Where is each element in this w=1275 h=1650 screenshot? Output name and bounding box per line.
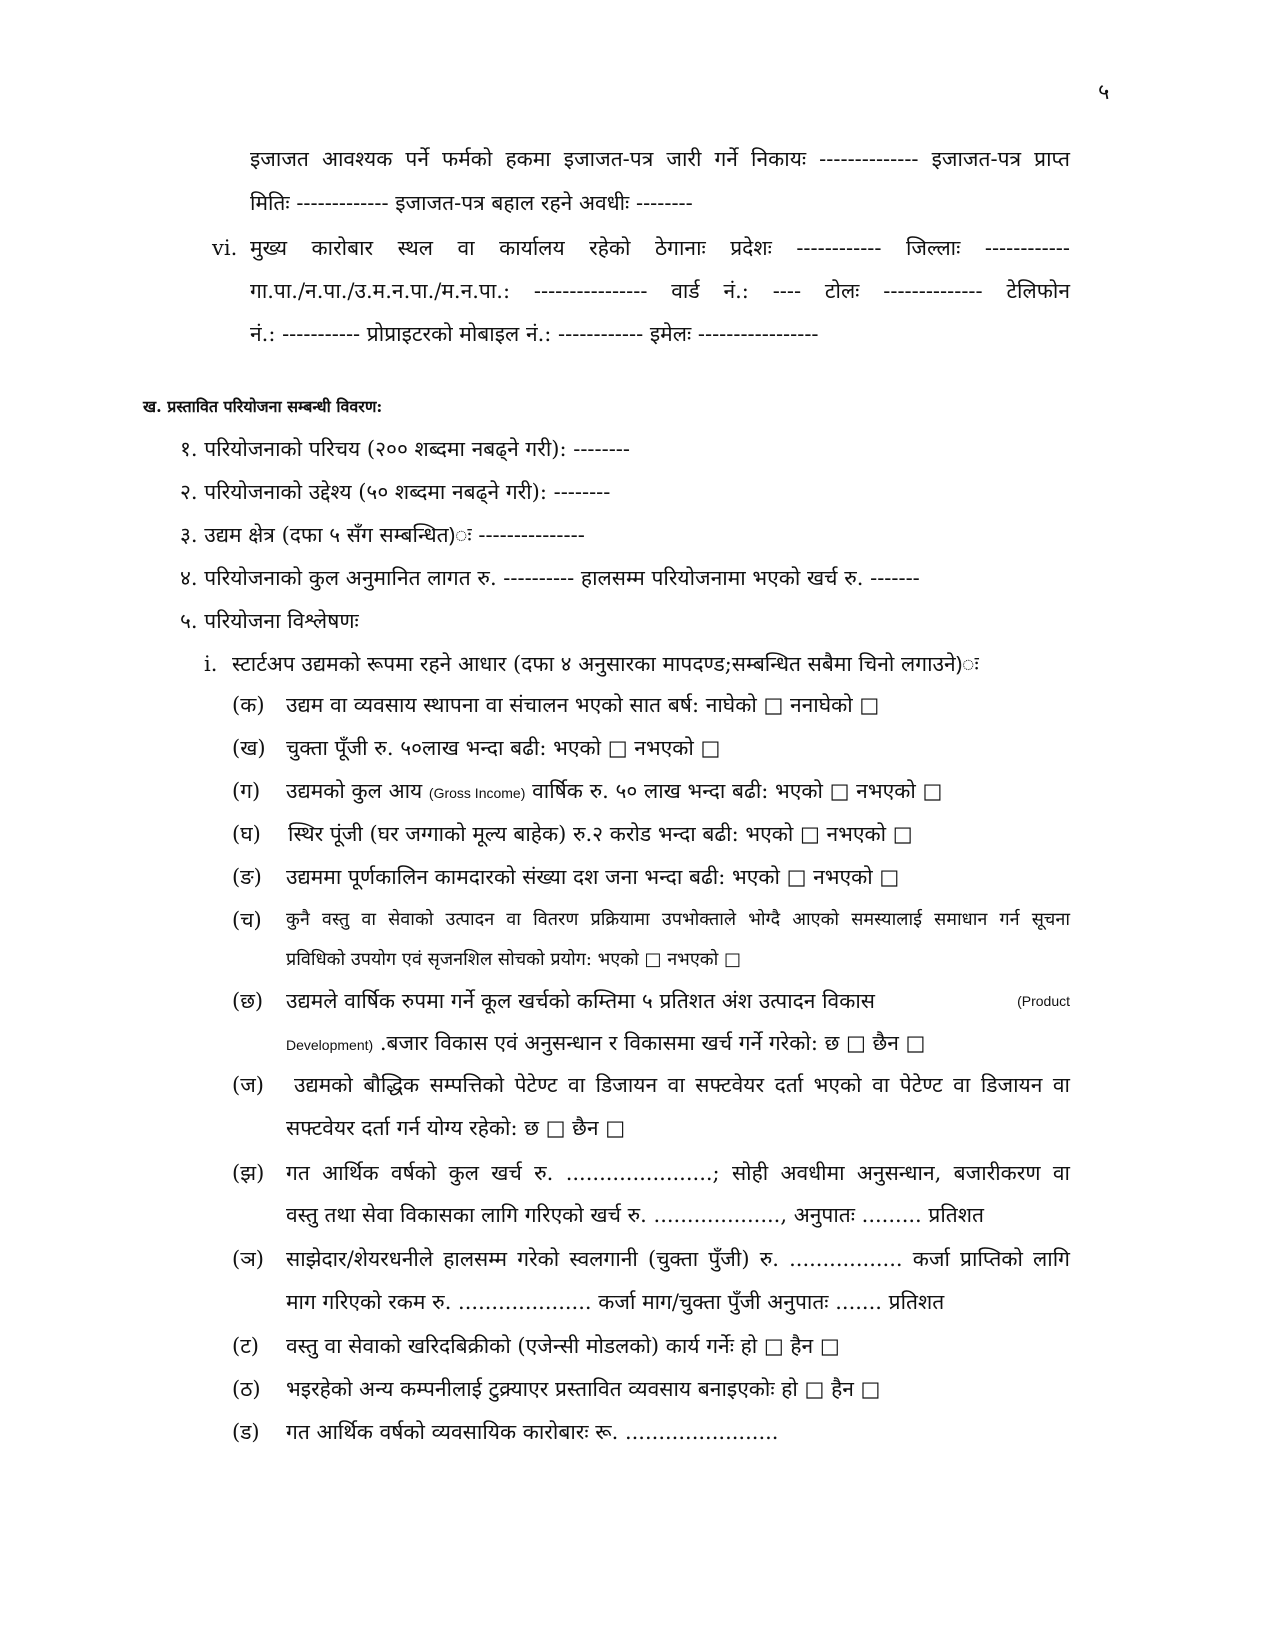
criterion-kha-marker: (ख): [232, 736, 266, 760]
address-line-3: नं.: ----------- प्रोप्राइटरको मोबाइल नं.: ------------ इमेलः -----------------: [250, 322, 819, 346]
page-number: ५: [1098, 80, 1110, 105]
criterion-chha-line-1: [286, 986, 1070, 1016]
criterion-ka-marker: (क): [232, 693, 265, 717]
criterion-ka-text: उद्यम वा व्यवसाय स्थापना वा संचालन भएको सात बर्ष: नाघेको □ ननाघेको □: [286, 693, 880, 717]
criterion-chha-english-1: (Product: [1017, 993, 1070, 1009]
criterion-ga-english: (Gross Income): [428, 785, 526, 801]
criterion-ja-line-1: उद्यमको बौद्धिक सम्पत्तिको पेटेण्ट वा डिजायन वा सफ्टवेयर दर्ता भएको वा पेटेण्ट वा डिजायन वा: [294, 1073, 1070, 1097]
criterion-ga-text-b: वार्षिक रु. ५० लाख भन्दा बढी: भएको □ नभएको □: [532, 779, 943, 803]
criterion-cha-line-1: कुनै वस्तु वा सेवाको उत्पादन वा वितरण प्रक्रियामा उपभोक्ताले भोग्दै आएको समस्यालाई समाधान गर्न सूचना: [286, 909, 1070, 930]
criterion-chha-line-2: [286, 1028, 925, 1060]
criterion-cha-marker: (च): [232, 908, 262, 932]
criterion-gha-text: स्थिर पूंजी (घर जग्गाको मूल्य बाहेक) रु.२ करोड भन्दा बढी: भएको □ नभएको □: [288, 822, 913, 846]
criterion-ga-marker: (ग): [232, 779, 261, 803]
criterion-nga-marker: (ङ): [232, 865, 262, 889]
criterion-tha-text: भइरहेको अन्य कम्पनीलाई टुक्र्याएर प्रस्तावित व्यवसाय बनाइएकोः हो □ हैन □: [286, 1377, 881, 1401]
criterion-jha-marker: (झ): [232, 1161, 265, 1185]
criterion-jha-line-1: गत आर्थिक वर्षको कुल खर्च रु. ......................; सोही अवधीमा अनुसन्धान, बजारीकरण वा: [286, 1161, 1070, 1185]
criterion-nga-text: उद्यममा पूर्णकालिन कामदारको संख्या दश जना भन्दा बढी: भएको □ नभएको □: [286, 865, 900, 889]
criterion-ta-marker: (ट): [232, 1334, 259, 1358]
criterion-gha-marker: (घ): [232, 822, 261, 846]
item-4: ४. परियोजनाको कुल अनुमानित लागत रु. ---------- हालसम्म परियोजनामा भएको खर्च रु. -------: [180, 566, 920, 590]
criterion-ja-line-2: सफ्टवेयर दर्ता गर्न योग्य रहेको: छ □ छैन □: [286, 1116, 626, 1140]
criterion-nya-line-1: साझेदार/शेयरधनीले हालसम्म गरेको स्वलगानी (चुक्ता पुँजी) रु. ................. कर्जा प्राप्तिको लागि: [286, 1247, 1070, 1271]
section-heading: ख. प्रस्तावित परियोजना सम्बन्धी विवरण:: [143, 397, 383, 416]
criterion-chha-english-2: Development): [286, 1037, 374, 1053]
criterion-da-marker: (ड): [232, 1420, 260, 1444]
criterion-ja-marker: (ज): [232, 1073, 264, 1097]
criterion-ga-text-a: उद्यमको कुल आय: [286, 779, 423, 803]
criterion-da-text: गत आर्थिक वर्षको व्यवसायिक कारोबारः रू. .......................: [286, 1420, 779, 1444]
permit-line-2: मितिः ------------- इजाजत-पत्र बहाल रहने अवधीः --------: [250, 191, 693, 215]
criterion-tha-marker: (ठ): [232, 1377, 261, 1401]
permit-line-1: इजाजत आवश्यक पर्ने फर्मको हकमा इजाजत-पत्र जारी गर्ने निकायः -------------- इजाजत-पत्र प्राप्त: [250, 147, 1070, 171]
criterion-kha-text: चुक्ता पूँजी रु. ५०लाख भन्दा बढी: भएको □ नभएको □: [286, 736, 721, 760]
item-5: ५. परियोजना विश्लेषणः: [180, 609, 359, 633]
address-line-2: गा.पा./न.पा./उ.म.न.पा./म.न.पा.: ---------------- वार्ड नं.: ---- टोलः -------------- टेलिफोन: [250, 279, 1070, 303]
criterion-nya-line-2: माग गरिएको रकम रु. .................... कर्जा माग/चुक्ता पुँजी अनुपातः ....... प्रतिशत: [286, 1290, 945, 1314]
item-vi-marker: vi.: [212, 236, 238, 260]
criterion-chha-line-2-text: .बजार विकास एवं अनुसन्धान र विकासमा खर्च गर्ने गरेको: छ □ छैन □: [379, 1031, 926, 1055]
criterion-nya-marker: (ञ): [232, 1247, 264, 1271]
criterion-ta-text: वस्तु वा सेवाको खरिदबिक्रीको (एजेन्सी मोडलको) कार्य गर्नेः हो □ हैन □: [286, 1334, 840, 1358]
criterion-jha-line-2: वस्तु तथा सेवा विकासका लागि गरिएको खर्च रु. ..................., अनुपातः ......... प्रतिशत: [286, 1203, 985, 1227]
item-3: ३. उद्यम क्षेत्र (दफा ५ सँग सम्बन्धित)ः ---------------: [180, 523, 585, 547]
sub-item-i-marker: i.: [204, 652, 218, 676]
item-2: २. परियोजनाको उद्देश्य (५० शब्दमा नबढ्ने गरी): --------: [180, 480, 611, 504]
criterion-chha-marker: (छ): [232, 989, 264, 1013]
sub-item-i-text: स्टार्टअप उद्यमको रूपमा रहने आधार (दफा ४ अनुसारका मापदण्ड;सम्बन्धित सबैमा चिनो लगाउने)ः: [232, 652, 979, 676]
item-1: १. परियोजनाको परिचय (२०० शब्दमा नबढ्ने गरी): --------: [180, 437, 630, 461]
criterion-ga-text: [286, 776, 942, 808]
criterion-cha-line-2: प्रविधिको उपयोग एवं सृजनशिल सोचको प्रयोग: भएको □ नभएको □: [286, 949, 742, 970]
criterion-chha-line-1-text: उद्यमले वार्षिक रुपमा गर्ने कूल खर्चको कम्तिमा ५ प्रतिशत अंश उत्पादन विकास: [286, 989, 875, 1013]
address-line-1: मुख्य कारोबार स्थल वा कार्यालय रहेको ठेगानाः प्रदेशः ------------ जिल्लाः ------------: [250, 236, 1070, 260]
